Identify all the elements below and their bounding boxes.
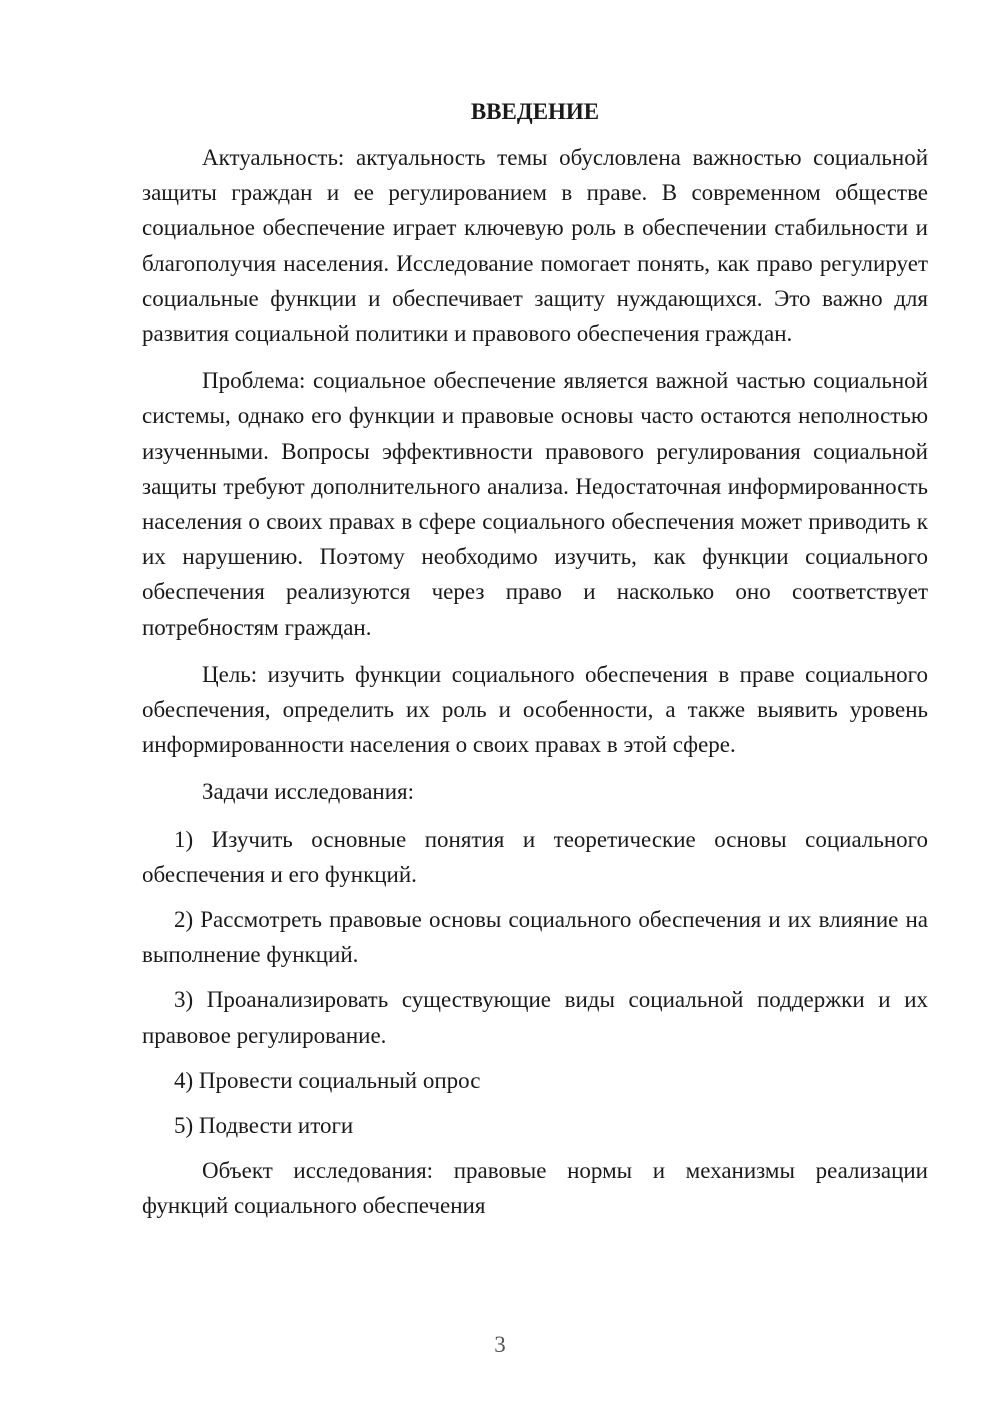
object-paragraph: Объект исследования: правовые нормы и механизмы реализации функций социального обеспечения bbox=[142, 1158, 928, 1219]
task-item-1: 1) Изучить основные понятия и теоретические основы социального обеспечения и его функций. bbox=[142, 826, 928, 887]
task-item-2: 2) Рассмотреть правовые основы социального обеспечения и их влияние на выполнение функций. bbox=[142, 907, 928, 968]
relevance-paragraph: Актуальность: актуальность темы обусловлена важностью социальной защиты граждан и ее регулированием в праве. В современном обществе социальное обеспечение играет ключевую роль в обеспечении стабильности и благополучия населения. Исследование помогает понять, как право регулирует социальные функции и обеспечивает защиту нуждающихся. Это важно для развития социальной политики и правового обеспечения граждан. bbox=[142, 145, 928, 347]
task-item-5: 5) Подвести итоги bbox=[174, 1113, 354, 1139]
tasks-title: Задачи исследования: bbox=[202, 779, 415, 805]
task-item-3: 3) Проанализировать существующие виды социальной поддержки и их правовое регулирование. bbox=[142, 987, 928, 1048]
document-page bbox=[142, 98, 928, 1236]
task-item-4: 4) Провести социальный опрос bbox=[174, 1067, 481, 1093]
page-number: 3 bbox=[494, 1332, 506, 1357]
goal-paragraph: Цель: изучить функции социального обеспечения в праве социального обеспечения, определить их роль и особенности, а также выявить уровень информированности населения о своих правах в этой сфере. bbox=[142, 661, 928, 758]
problem-paragraph: Проблема: социальное обеспечение является важной частью социальной системы, однако его функции и правовые основы часто остаются неполностью изученными. Вопросы эффективности правового регулирования социальной защиты требуют дополнительного анализа. Недостаточная информированность населения о своих правах в сфере социального обеспечения может приводить к их нарушению. Поэтому необходимо изучить, как функции социального обеспечения реализуются через право и насколько оно соответствует потребностям граждан. bbox=[142, 368, 928, 640]
document-heading: ВВЕДЕНИЕ bbox=[470, 99, 600, 124]
